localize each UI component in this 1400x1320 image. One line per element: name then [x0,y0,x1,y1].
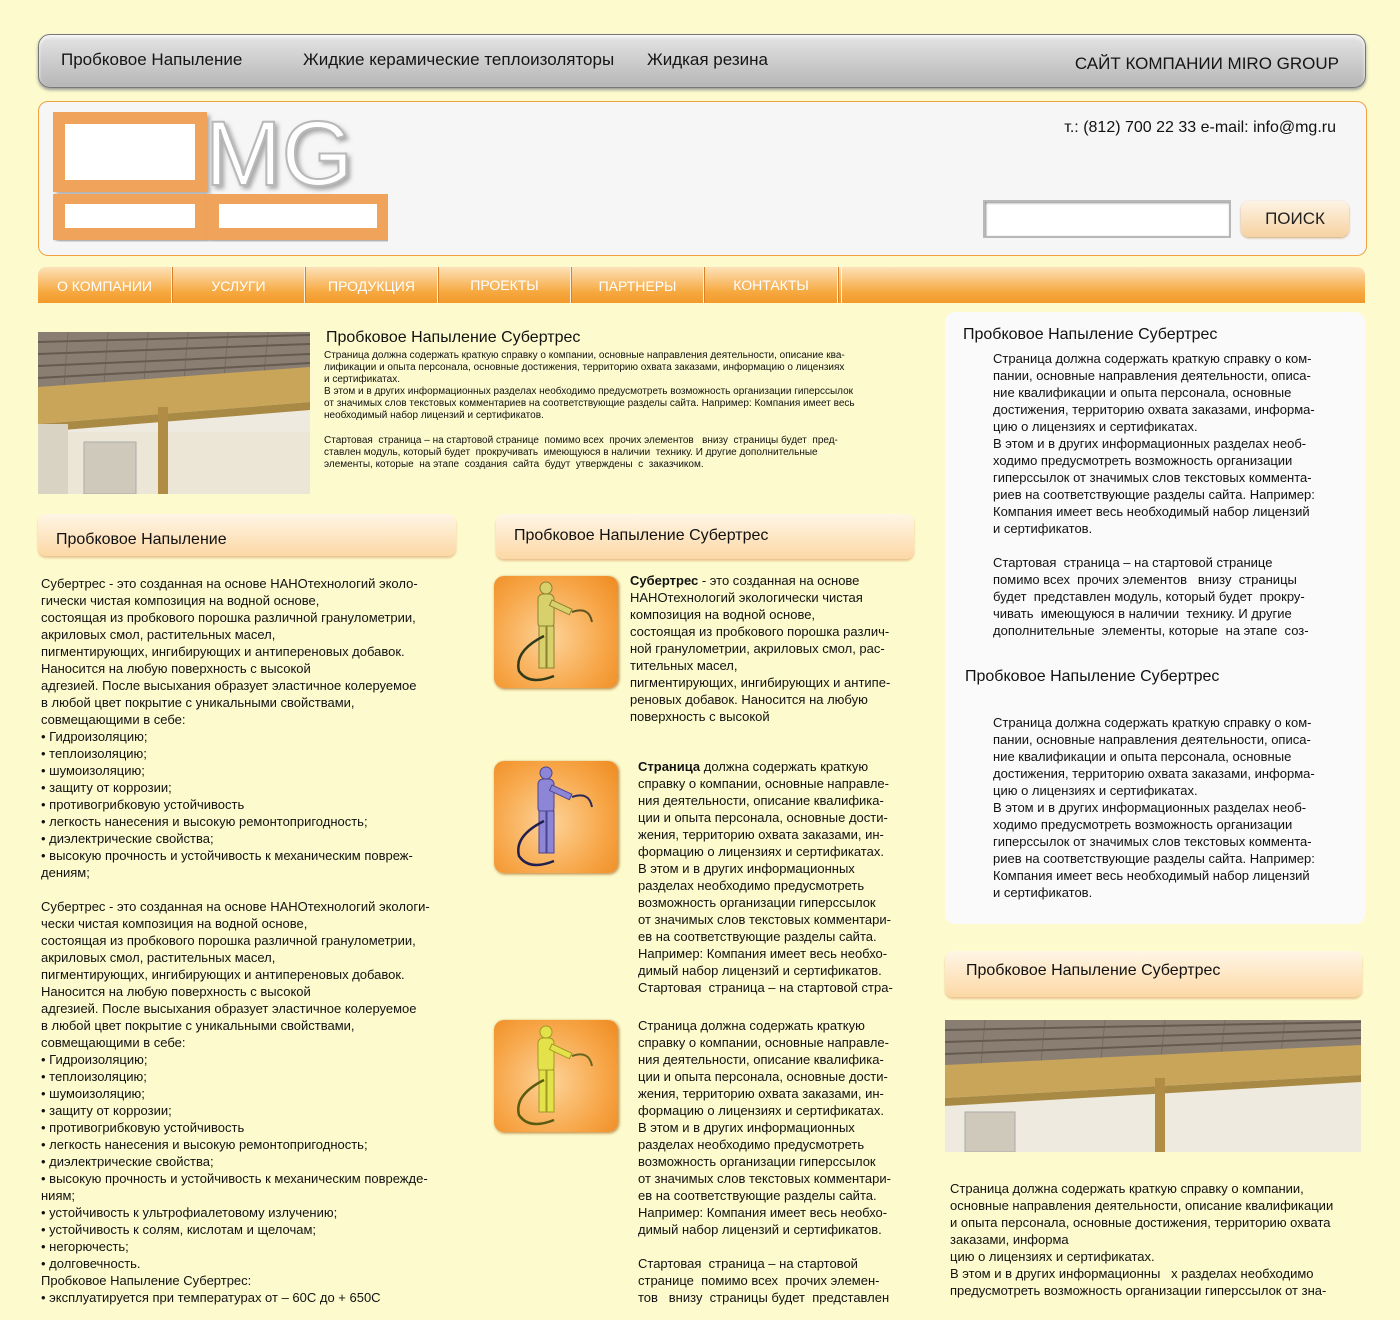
roof-photo [38,332,310,494]
middle-item-2-body: должна содержать краткую справку о компании, основные направле- ния деятельности, описание квалифика- ции и опыта персонала, основные дости- жения, территорию охвата заказами, ин- формацию о лицензиях и сертификатах. В этом и в других информационных разделах необходимо предусмотреть возможность организации гиперссылок от значимых слов текстовых комментари- ев на соответствующие разделы сайта. Например: Компания имеет весь необхо- димый набор лицензий и сертификатов. Стартовая страница – на стартовой стра- [638,759,893,995]
middle-item-1-text [630,572,920,725]
top-bar [38,34,1366,88]
top-link-cork-spraying[interactable]: Пробковое Напыление [61,50,243,69]
nav-projects[interactable]: ПРОЕКТЫ [438,267,571,303]
worker-image-3 [494,1020,618,1132]
nav-products[interactable]: ПРОДУКЦИЯ [305,267,438,303]
left-section-title: Пробковое Напыление [38,514,456,556]
search-input[interactable] [983,200,1231,238]
right-block1-text: Страница должна содержать краткую справку о ком- пании, основные направления деятельности, описа- ние квалификации и опыта персонала, основные достижения, территорию охвата заказами, информа- цию о лицензиях и сертификатах. В этом и в других информационных разделах необ- ходимо предусмотреть возможность организации гиперссылок от значимых слов текстовых коммента- риев на соответствующие разделы сайта. Например: Компания имеет весь необходимый набор лицензий и сертификатов. Стартовая страница – на стартовой странице помимо всех прочих элементов внизу страницы будет представлен модуль, который будет прокру- чивать имеющуюся в наличии технику. И другие дополнительные элементы, которые на этапе соз- [993,351,1315,638]
hero-text: Страница должна содержать краткую справку о компании, основные направления деятельности, описание ква- лификации и опыта персонала, основные достижения, территорию охвата заказами, информацию о лицензиях и сертификатах. В этом и в других информационных разделах необходимо предусмотреть возможность организации гиперссылок от значимых слов текстовых комментариев на соответствующие разделы сайта. Например: Компания имеет весь необходимый набор лицензий и сертификатов. Стартовая страница – на стартовой странице помимо всех прочих элементов внизу страницы будет пред- ставлен модуль, который будет прокручивать имеющуюся в наличии технику. И другие дополнительные элементы, которые на этапе создания сайта будут утверждены с заказчиком. [324,350,855,470]
right-bottom-text: Страница должна содержать краткую справку о компании, основные направления деятельности, описание квалификации и опыта персонала, основные достижения, территорию охвата заказами, информа цию о лицензиях и сертификатах. В этом и в других информационны х разделах необходимо предусмотреть возможность организации гиперссылок от зна- [950,1181,1334,1298]
nav-contacts[interactable]: КОНТАКТЫ [704,267,838,303]
nav-divider [838,267,842,303]
right-block2-text: Страница должна содержать краткую справку о ком- пании, основные направления деятельности, описа- ние квалификации и опыта персонала, основные достижения, территорию охвата заказами, информа- цию о лицензиях и сертификатах. В этом и в других информационных разделах необ- ходимо предусмотреть возможность организации гиперссылок от значимых слов текстовых коммента- риев на соответствующие разделы сайта. Например: Компания имеет весь необходимый набор лицензий и сертификатов. [993,715,1315,900]
middle-section-title: Пробковое Напыление Субертрес [496,514,914,559]
nav-services[interactable]: УСЛУГИ [172,267,305,303]
left-body-text: Субертрес - это созданная на основе НАНОтехнологий эколо- гически чистая композиция на водной основе, состоящая из пробкового порошка различной гранулометрии, акриловых смол, растительных масел, пигментирующих, ингибирующих и антипереновых добавок. Наносится на любую поверхность с высокой адгезией. После высыхания образует эластичное колеруемое в любой цвет покрытие с уникальными свойствами, совмещающими в себе: • Гидроизоляцию; • теплоизоляцию; • шумоизоляцию; • защиту от коррозии; • противогрибковую устойчивость • легкость нанесения и высокую ремонтопригодность; • диэлектрические свойства; • высокую прочность и устойчивость к механическим повреж- дениям; Субертрес - это созданная на основе НАНОтехнологий экологи- чески чистая композиция на водной основе, состоящая из пробкового порошка различной гранулометрии, акриловых смол, растительных масел, пигментирующих, ингибирующих и антипереновых добавок. Наносится на любую поверхность с высокой адгезией. После высыхания образует эластичное колеруемое в любой цвет покрытие с уникальными свойствами, совмещающими в себе: • Гидроизоляцию; • теплоизоляцию; • шумоизоляцию; • защиту от коррозии; • противогрибковую устойчивость • легкость нанесения и высокую ремонтопригодность; • диэлектрические свойства; • высокую прочность и устойчивость к механическим поврежде- ниям; • устойчивость к ультрофиалетовому излучению; • устойчивость к солям, кислотам и щелочам; • негорючесть; • долговечность. Пробковое Напыление Субертрес: • эксплуатируется при температурах от – 60С до + 650С [41,576,430,1305]
right-block1-title: Пробковое Напыление Субертрес [963,326,1218,343]
top-link-ceramic-insulators[interactable]: Жидкие керамические теплоизоляторы [303,50,615,69]
main-nav [38,267,1365,303]
middle-item-3-text: Страница должна содержать краткую справку о компании, основные направле- ния деятельности, описание квалифика- ции и опыта персонала, основные дости- жения, территорию охвата заказами, ин- формацию о лицензиях и сертификатах. В этом и в других информационных разделах необходимо предусмотреть возможность организации гиперссылок от значимых слов текстовых комментари- ев на соответствующие разделы сайта. Например: Компания имеет весь необхо- димый набор лицензий и сертификатов. Стартовая страница – на стартовой странице помимо всех прочих элемен- тов внизу страницы будет представлен [638,1018,891,1305]
nav-about[interactable]: О КОМПАНИИ [38,267,172,303]
mg-logo[interactable] [53,112,388,244]
site-label: САЙТ КОМПАНИИ MIRO GROUP [1074,54,1339,73]
top-link-liquid-rubber[interactable]: Жидкая резина [647,50,768,69]
worker-image-2 [494,761,618,873]
worker-image-1 [494,576,618,688]
middle-item-1-body: - это созданная на основе НАНОтехнологий экологически чистая композиция на водной основе, состоящая из пробкового порошка различ- ной гранулометрии, акриловых смол, рас- тительных масел, пигментирующих, ингибирующих и антипе- реновых добавок. Наносится на любую поверхность с высокой [630,573,891,724]
hero-title: Пробковое Напыление Субертрес [326,329,581,346]
middle-item-2-text [638,758,928,996]
middle-item-2-bold: Страница [638,759,701,774]
right-block2-title: Пробковое Напыление Субертрес [965,668,1220,685]
contact-info: т.: (812) 700 22 33 e-mail: info@mg.ru [1064,119,1336,136]
roof-photo-2 [945,1020,1361,1152]
nav-partners[interactable]: ПАРТНЕРЫ [571,267,704,303]
middle-item-1-bold: Субертрес [630,573,699,588]
right-section-title: Пробковое Напыление Субертрес [945,951,1362,997]
logo-text: MG [205,112,354,205]
search-button[interactable]: ПОИСК [1241,201,1349,237]
